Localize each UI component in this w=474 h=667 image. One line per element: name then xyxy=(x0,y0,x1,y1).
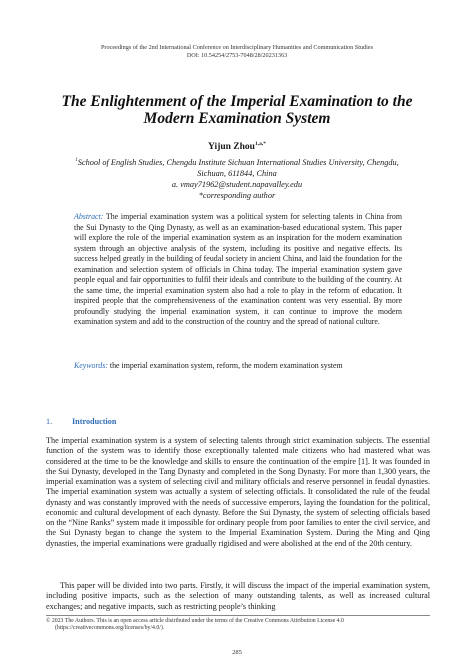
page-number: 285 xyxy=(232,649,242,656)
affiliation-sup: 1 xyxy=(75,158,78,163)
license-text: © 2023 The Authors. This is an open access article distributed under the terms of the Creative Commons Attribution License 4.0 xyxy=(46,618,344,624)
license-link[interactable]: (https://creativecommons.org/licenses/by/4.0/). xyxy=(55,625,165,632)
author-name: Yijun Zhou xyxy=(208,142,255,153)
abstract xyxy=(74,212,402,328)
paragraph-text: The imperial examination system is a system of selecting talents through strict examination subjects. The essential function of the system was to identify those exceptionally talented male citizens who had mastered what was considered at the time to be the knowledge and skills to ensure the continuation of the empire [1]. It was founded in the Sui Dynasty, developed in the Tang Dynasty and completed in the Song Dynasty. For more than 1,300 years, the imperial examination was a system of selecting civil and military officials and reserve personnel in feudal dynasties. The imperial examination system was actually a system of selecting officials. It consolidated the rule of the feudal dynasty and was constantly improved with the needs of successive emperors, laying the foundation for the political, economic and cultural development of each dynasty. Before the Sui Dynasty, the system of selecting officials based on the “Nine Ranks” system made it impossible for ordinary people from poor families to enter the civil service, and the Sui Dynasty began to change the system to the Imperial Examination System. During the Ming and Qing dynasties, the imperial examinations were gradually rigidised and were abolished at the end of the 20th century. xyxy=(46,436,430,548)
section-title: Introduction xyxy=(72,417,117,426)
author-marks: 1,a,* xyxy=(254,141,266,147)
paragraph-text: This paper will be divided into two parts. Firstly, it will discuss the impact of the imperial examination system, including positive impacts, such as the selection of many outstanding talents, as well as increased cultural exchanges; and negative impacts, such as restricting people’s thinking xyxy=(46,581,430,611)
abstract-label: Abstract: xyxy=(74,212,104,221)
proceedings-header xyxy=(0,44,474,60)
author-email: a. vmay71962@student.napavalley.edu xyxy=(171,179,303,189)
footer-divider xyxy=(46,615,430,616)
body-paragraph-2 xyxy=(46,581,430,612)
affiliation-line-2: Sichuan, 611844, China xyxy=(197,168,277,178)
keywords-label: Keywords: xyxy=(74,361,108,370)
paper-title: The Enlightenment of the Imperial Examination to the Modern Examination System xyxy=(61,93,413,127)
corresponding-note: *corresponding author xyxy=(198,190,276,200)
abstract-text: The imperial examination system was a political system for selecting talents in China from the Sui Dynasty to the Qing Dynasty, as well as an examination-based educational system. This paper will explore the role of the imperial examination system as an inspiration for the modern examination system through an objective analysis of the system, including its positive and negative effects. Its success helped greatly in the building of feudal society in ancient China, and laid the foundation for the examination and selection system of officials in China today. The imperial examination system gave people equal and fair opportunities to fulfil their ideals and contribute to the building of the country. At the same time, the imperial examination system also had a role to play in the reform of education. It inspired people that the comprehensiveness of the examination content was very essential. By more profoundly studying the imperial examination system, it can continue to improve the modern examination system and add to the construction of the country and the spread of national culture. xyxy=(74,212,402,327)
section-heading xyxy=(46,417,116,426)
header-conference: Proceedings of the 2nd International Conference on Interdisciplinary Humanities and Communication Studies xyxy=(100,44,373,51)
header-doi: DOI: 10.54254/2753-7048/28/20231363 xyxy=(186,52,288,59)
keywords-text: the imperial examination system, reform, the modern examination system xyxy=(109,361,343,370)
affiliation-block xyxy=(30,155,444,201)
section-number: 1. xyxy=(46,417,53,426)
keywords xyxy=(74,361,402,372)
affiliation-line-1: $^1$School of English Studies, Chengdu Institute Sichuan International Studies University, Chengdu, xyxy=(75,157,399,167)
license-footer xyxy=(46,618,430,633)
body-paragraph-1 xyxy=(46,436,430,549)
author-line xyxy=(0,141,474,152)
